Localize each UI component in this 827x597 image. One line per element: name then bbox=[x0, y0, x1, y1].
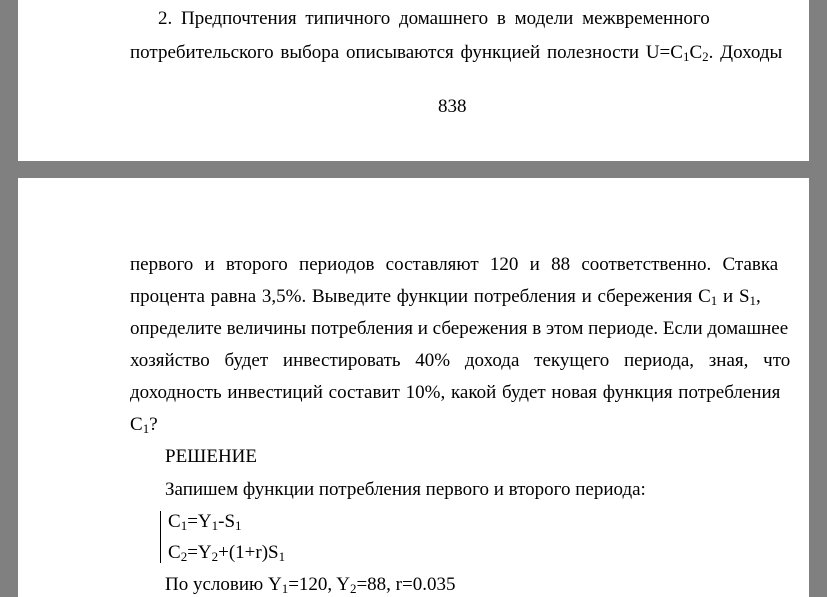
problem-line-3 bbox=[130, 254, 778, 276]
subscript: 1 bbox=[278, 549, 286, 564]
subscript: 1 bbox=[281, 581, 289, 596]
equation-text: +(1+r)S bbox=[218, 542, 279, 563]
subscript: 1 bbox=[710, 293, 718, 308]
subscript: 2 bbox=[702, 49, 709, 64]
solution-heading: РЕШЕНИЕ bbox=[165, 446, 257, 467]
subscript: 1 bbox=[180, 518, 188, 533]
document-page-2 bbox=[18, 178, 809, 597]
problem-text: хозяйство будет инвестировать 40% дохода текущего периода, зная, что bbox=[130, 350, 791, 371]
condition-text: =88, r=0.035 bbox=[356, 574, 456, 595]
problem-line-4 bbox=[130, 286, 761, 308]
problem-text: и S bbox=[717, 286, 750, 307]
problem-text: потребительского выбора описываются функцией полезности U=C bbox=[130, 42, 683, 63]
problem-text: C bbox=[130, 414, 143, 435]
problem-text: 2. Предпочтения типичного домашнего в модели межвременного bbox=[158, 8, 710, 29]
problem-text: определите величины потребления и сбережения в этом периоде. Если домашнее bbox=[130, 318, 789, 339]
subscript: 2 bbox=[349, 581, 357, 596]
subscript: 1 bbox=[142, 421, 150, 436]
problem-line-5 bbox=[130, 318, 788, 340]
problem-line-2 bbox=[130, 42, 782, 64]
document-page-1 bbox=[18, 0, 809, 161]
subscript: 2 bbox=[211, 549, 219, 564]
condition-text: По условию Y bbox=[165, 574, 282, 595]
equation-text: =Y bbox=[187, 542, 212, 563]
problem-line-7 bbox=[130, 382, 780, 404]
subscript: 1 bbox=[211, 518, 219, 533]
system-brace bbox=[160, 511, 161, 563]
problem-line-8 bbox=[130, 414, 158, 436]
equation-text: C bbox=[168, 542, 181, 563]
problem-text: , bbox=[756, 286, 761, 307]
problem-line-1 bbox=[158, 8, 710, 30]
equation-text: =Y bbox=[187, 511, 212, 532]
subscript: 1 bbox=[682, 49, 690, 64]
problem-text: C bbox=[689, 42, 703, 63]
problem-text: доходность инвестиций составит 10%, какой будет новая функция потребления bbox=[130, 382, 781, 403]
subscript: 1 bbox=[749, 293, 757, 308]
problem-text: первого и второго периодов составляют 120 и 88 соответственно. Ставка bbox=[130, 254, 779, 275]
given-conditions bbox=[165, 574, 455, 596]
solution-intro: Запишем функции потребления первого и второго периода: bbox=[165, 479, 646, 500]
problem-text: . Доходы bbox=[708, 42, 783, 63]
equation-text: -S bbox=[218, 511, 236, 532]
problem-text: ? bbox=[149, 414, 158, 435]
subscript: 1 bbox=[235, 518, 242, 533]
equation-2 bbox=[168, 542, 285, 564]
equation-1 bbox=[168, 511, 242, 533]
equation-text: C bbox=[168, 511, 181, 532]
problem-line-6 bbox=[130, 350, 790, 372]
condition-text: =120, Y bbox=[288, 574, 350, 595]
page-number: 838 bbox=[438, 96, 467, 117]
problem-text: процента равна 3,5%. Выведите функции потребления и сбережения C bbox=[130, 286, 711, 307]
subscript: 2 bbox=[180, 549, 188, 564]
